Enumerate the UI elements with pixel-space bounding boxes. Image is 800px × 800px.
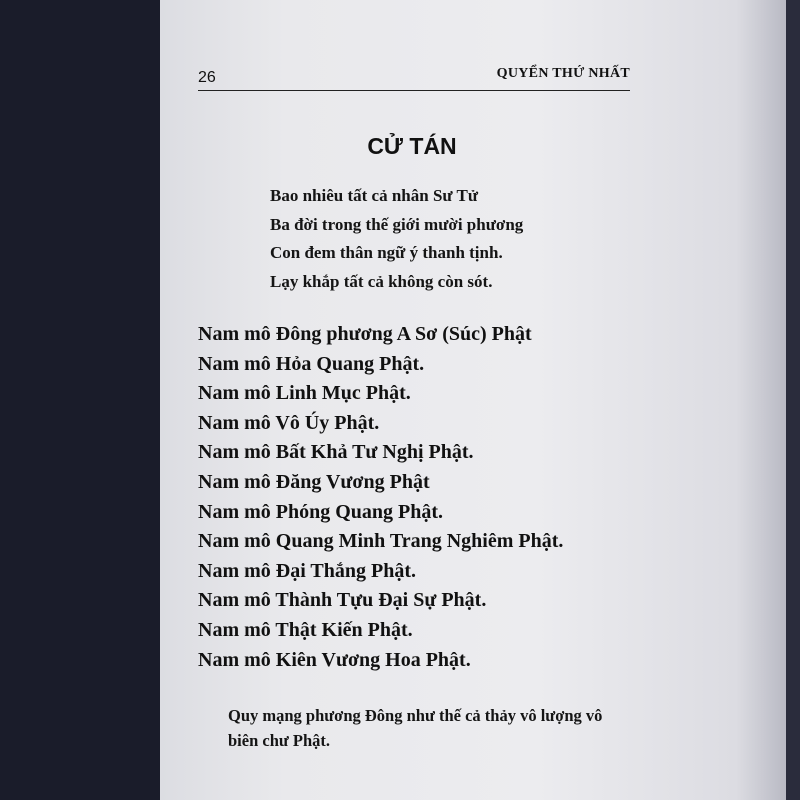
- invocation-line: Nam mô Vô Úy Phật.: [198, 411, 380, 434]
- invocation-line: Nam mô Đại Thắng Phật.: [198, 559, 416, 582]
- invocation-line: Nam mô Phóng Quang Phật.: [198, 500, 444, 523]
- page-edge: [786, 0, 800, 800]
- invocation-line: Nam mô Đăng Vương Phật: [198, 471, 430, 493]
- running-head: QUYỂN THỨ NHẤT: [496, 66, 630, 81]
- verse-line: Lạy khắp tất cả không còn sót.: [270, 271, 493, 291]
- invocation-line: Nam mô Hỏa Quang Phật.: [198, 352, 425, 375]
- closing-paragraph: Quy mạng phương Đông như thế cả thảy vô lượng vô biên chư Phật.: [228, 706, 603, 750]
- page-number: 26: [198, 69, 216, 86]
- invocation-line: Nam mô Linh Mục Phật.: [198, 382, 411, 405]
- invocation-line: Nam mô Kiên Vương Hoa Phật.: [198, 648, 471, 671]
- invocation-line: Nam mô Quang Minh Trang Nghiêm Phật.: [198, 530, 564, 553]
- verse-line: Con đem thân ngữ ý thanh tịnh.: [270, 243, 503, 262]
- section-title: CỬ TÁN: [367, 133, 457, 159]
- invocation-line: Nam mô Bất Khả Tư Nghị Phật.: [198, 441, 474, 464]
- verse-line: Bao nhiêu tất cả nhân Sư Tử: [270, 186, 479, 205]
- page-header: [198, 66, 630, 91]
- invocation-line: Nam mô Thành Tựu Đại Sự Phật.: [198, 589, 487, 612]
- verse-line: Ba đời trong thế giới mười phương: [270, 214, 524, 234]
- invocation-line: Nam mô Thật Kiến Phật.: [198, 619, 413, 641]
- invocation-line: Nam mô Đông phương A Sơ (Súc) Phật: [198, 323, 532, 345]
